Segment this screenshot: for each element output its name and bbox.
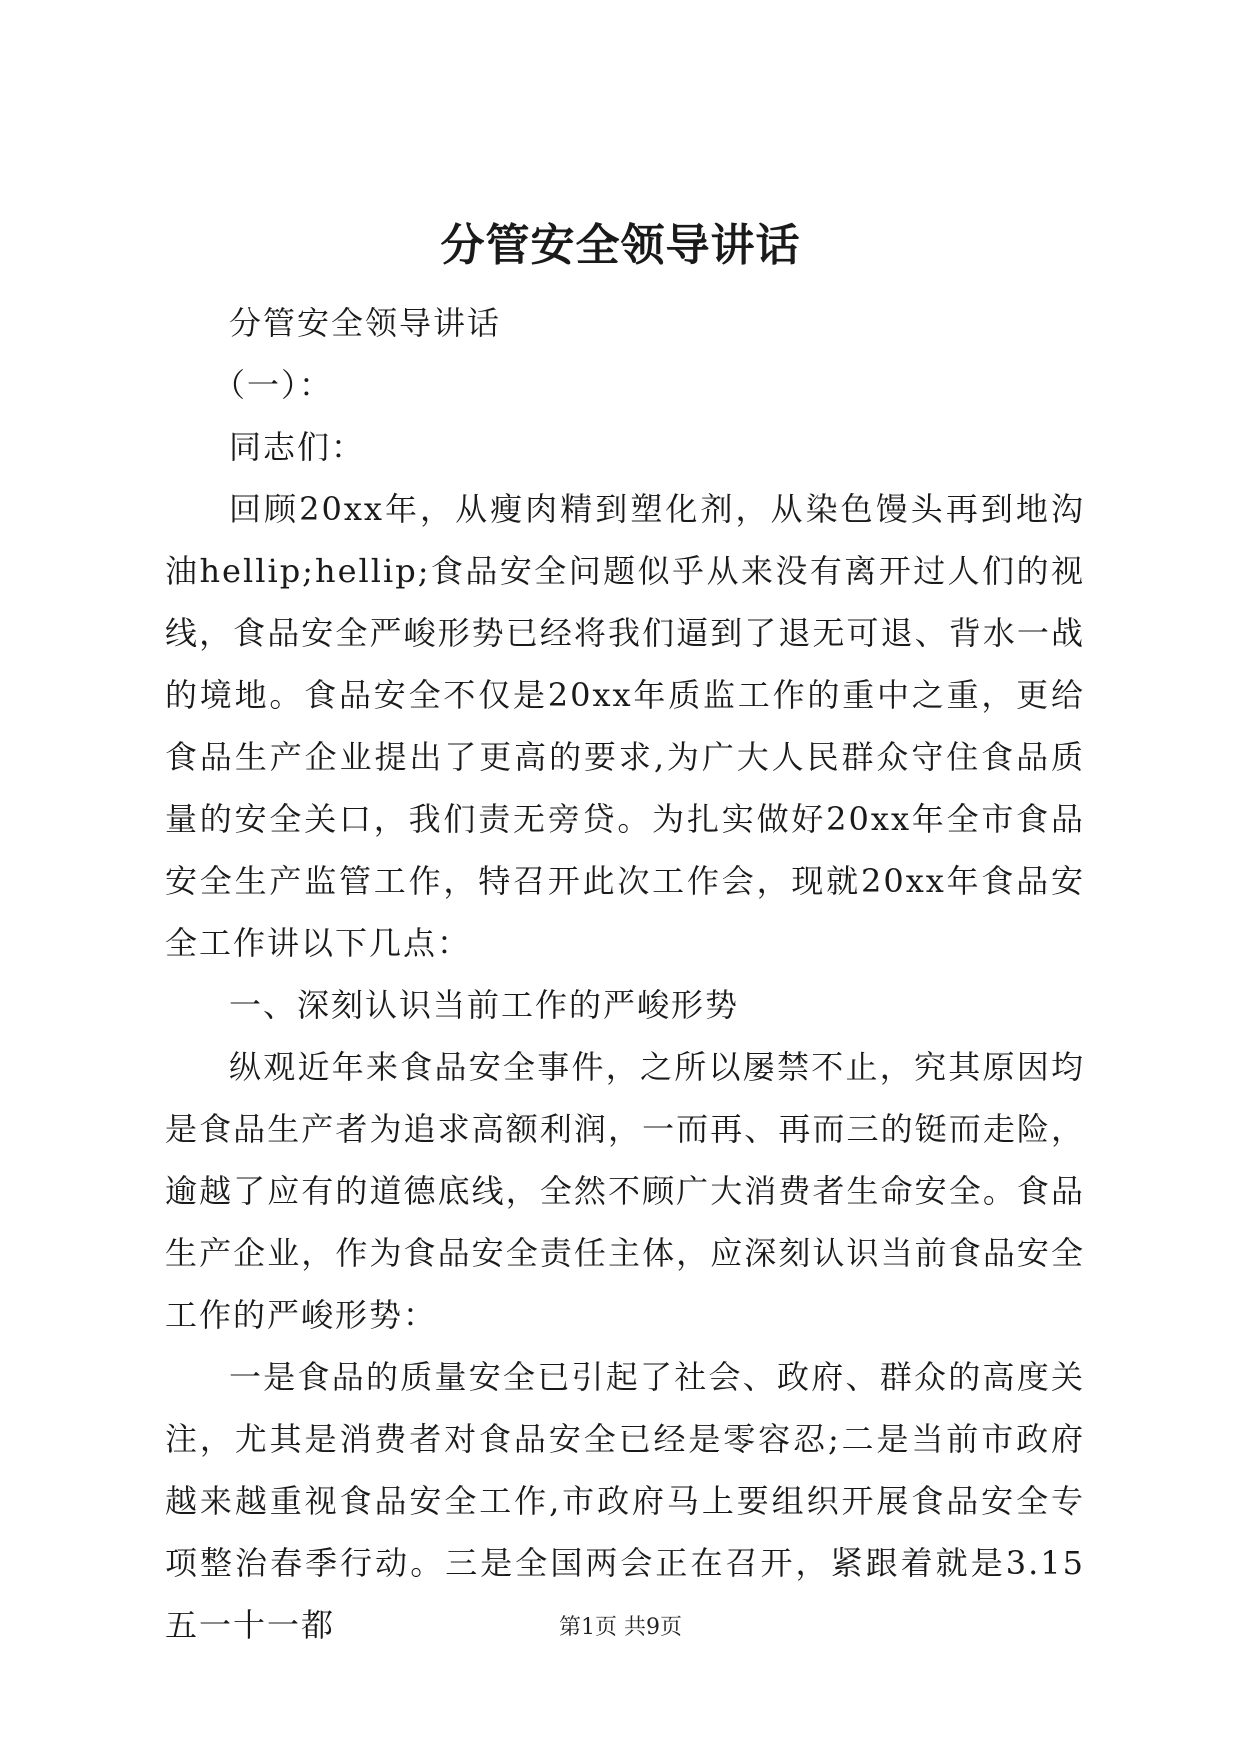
paragraph-section-number: （一）： <box>213 366 334 404</box>
paragraph-review: 回顾20xx年，从瘦肉精到塑化剂，从染色馒头再到地沟油hellip;hellip;食品安全问题似乎从来没有离开过人们的视线，食品安全严峻形势已经将我们逼到了退无可退、背水一战的境地。食品安全不仅是20xx年质监工作的重中之重，更给食品生产企业提出了更高的要求,为广大人民群众守住食品质量的安全关口，我们责无旁贷。为扎实做好20xx年全市食品安全生产监管工作，特召开此次工作会，现就20xx年食品安全工作讲以下几点： <box>165 490 1085 962</box>
page-footer: 第1页 共9页 <box>559 1615 682 1640</box>
paragraph-overview: 纵观近年来食品安全事件，之所以屡禁不止，究其原因均是食品生产者为追求高额利润，一而再、再而三的铤而走险，逾越了应有的道德底线，全然不顾广大消费者生命安全。食品生产企业，作为食品安全责任主体，应深刻认识当前食品安全工作的严峻形势： <box>165 1048 1085 1334</box>
paragraph-points: 一是食品的质量安全已引起了社会、政府、群众的高度关注，尤其是消费者对食品安全已经是零容忍;二是当前市政府越来越重视食品安全工作,市政府马上要组织开展食品安全专项整治春季行动。三是全国两会正在召开，紧跟着就是3.15五一十一都 <box>165 1358 1085 1644</box>
document-title: 分管安全领导讲话 <box>440 220 801 271</box>
paragraph-heading: 分管安全领导讲话 <box>229 304 502 342</box>
paragraph-section-heading: 一、深刻认识当前工作的严峻形势 <box>229 986 740 1024</box>
document-body <box>165 292 1085 1656</box>
paragraph-salutation: 同志们： <box>229 428 366 466</box>
